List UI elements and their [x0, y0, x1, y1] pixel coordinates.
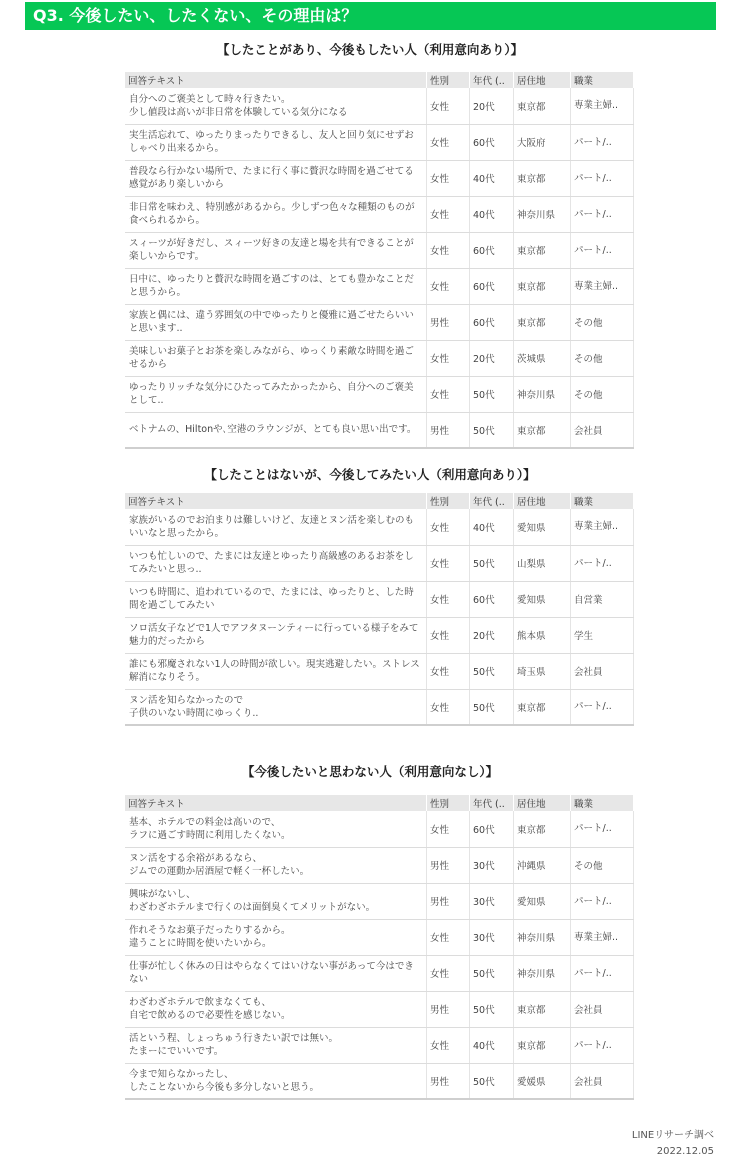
cell-sex: 女性 — [427, 1027, 470, 1063]
cell-area: 東京都 — [514, 232, 571, 268]
cell-area: 東京都 — [514, 268, 571, 304]
cell-area: 東京都 — [514, 160, 571, 196]
cell-text: ヌン活をする余裕があるなら、 ジムでの運動か居酒屋で軽く一杯したい。 — [125, 847, 427, 883]
table-row — [125, 88, 634, 124]
cell-text: 自分へのご褒美として時々行きたい。 少し値段は高いが非日常を体験している気分になる — [125, 88, 427, 124]
cell-job: 専業主婦.. — [571, 919, 634, 955]
cell-age: 60代 — [470, 811, 514, 847]
cell-job: パート/.. — [571, 124, 634, 160]
cell-age: 30代 — [470, 883, 514, 919]
cell-area: 大阪府 — [514, 124, 571, 160]
cell-text: 家族と偶には、違う雰囲気の中でゆったりと優雅に過ごせたらいいと思います.. — [125, 304, 427, 340]
section-title-continue: 【したことがあり、今後もしたい人（利用意向あり）】 — [216, 42, 524, 57]
table-row — [125, 617, 634, 653]
cell-sex: 男性 — [427, 412, 470, 448]
cell-job: 専業主婦.. — [571, 88, 634, 124]
source-note: LINEリサーチ調べ — [631, 1130, 714, 1141]
footer — [632, 1128, 714, 1160]
cell-area: 東京都 — [514, 304, 571, 340]
column-header-age: 年代 (.. — [470, 72, 514, 88]
cell-age: 40代 — [470, 509, 514, 545]
cell-area: 茨城県 — [514, 340, 571, 376]
cell-text: 仕事が忙しく休みの日はやらなくてはいけない事があって今はできない — [125, 955, 427, 991]
cell-job: パート/.. — [571, 689, 634, 725]
cell-job: パート/.. — [571, 955, 634, 991]
cell-area: 神奈川県 — [514, 919, 571, 955]
cell-sex: 女性 — [427, 160, 470, 196]
cell-age: 60代 — [470, 268, 514, 304]
cell-age: 50代 — [470, 1063, 514, 1099]
cell-age: 50代 — [470, 653, 514, 689]
cell-job: その他 — [571, 304, 634, 340]
table-row — [125, 847, 634, 883]
response-table-no-intention — [125, 795, 634, 1100]
cell-text: スィーツが好きだし、スィーツ好きの友達と場を共有できることが楽しいからです。 — [125, 232, 427, 268]
cell-age: 50代 — [470, 545, 514, 581]
table-row — [125, 1063, 634, 1099]
table-row — [125, 412, 634, 448]
cell-area: 埼玉県 — [514, 653, 571, 689]
cell-job: その他 — [571, 847, 634, 883]
cell-age: 20代 — [470, 88, 514, 124]
cell-sex: 男性 — [427, 883, 470, 919]
cell-text: 基本、ホテルでの料金は高いので、 ラフに過ごす時間に利用したくない。 — [125, 811, 427, 847]
column-header-sex: 性別 — [427, 72, 470, 88]
section-title-want-to-try: 【したことはないが、今後してみたい人（利用意向あり）】 — [204, 467, 536, 482]
cell-text: ゆったりリッチな気分にひたってみたかったから、自分へのご褒美として.. — [125, 376, 427, 412]
table-row — [125, 991, 634, 1027]
cell-sex: 男性 — [427, 991, 470, 1027]
cell-sex: 女性 — [427, 653, 470, 689]
cell-sex: 女性 — [427, 88, 470, 124]
cell-area: 沖縄県 — [514, 847, 571, 883]
cell-area: 愛知県 — [514, 883, 571, 919]
cell-job: 専業主婦.. — [571, 509, 634, 545]
cell-age: 60代 — [470, 581, 514, 617]
cell-sex: 女性 — [427, 268, 470, 304]
cell-area: 東京都 — [514, 88, 571, 124]
cell-sex: 女性 — [427, 811, 470, 847]
cell-job: 会社員 — [571, 991, 634, 1027]
cell-age: 20代 — [470, 617, 514, 653]
cell-job: その他 — [571, 340, 634, 376]
column-header-area: 居住地 — [514, 493, 571, 509]
cell-text: ソロ活女子などで1人でアフタヌーンティーに行っている様子をみて魅力的だったから — [125, 617, 427, 653]
cell-area: 神奈川県 — [514, 376, 571, 412]
column-header-job: 職業 — [571, 72, 634, 88]
cell-text: いつも忙しいので、たまには友達とゆったり高級感のあるお茶をしてみたいと思っ.. — [125, 545, 427, 581]
cell-sex: 女性 — [427, 689, 470, 725]
table-row — [125, 811, 634, 847]
cell-age: 50代 — [470, 376, 514, 412]
cell-age: 40代 — [470, 196, 514, 232]
response-table-want-to-try — [125, 493, 634, 726]
cell-text: 誰にも邪魔されない1人の時間が欲しい。現実逃避したい。ストレス解消になりそう。 — [125, 653, 427, 689]
cell-text: 活という程、しょっちゅう行きたい訳では無い。 たまーにでいいです。 — [125, 1027, 427, 1063]
date-note: 2022.12.05 — [656, 1146, 714, 1157]
cell-sex: 男性 — [427, 304, 470, 340]
cell-age: 20代 — [470, 340, 514, 376]
column-header-area: 居住地 — [514, 72, 571, 88]
cell-job: パート/.. — [571, 1027, 634, 1063]
table-row — [125, 545, 634, 581]
table-row — [125, 581, 634, 617]
cell-sex: 女性 — [427, 509, 470, 545]
column-header-job: 職業 — [571, 493, 634, 509]
cell-text: わざわざホテルで飲まなくても、 自宅で飲めるので必要性を感じない。 — [125, 991, 427, 1027]
cell-text: 今まで知らなかったし、 したことないから今後も多分しないと思う。 — [125, 1063, 427, 1099]
table-row — [125, 919, 634, 955]
cell-job: パート/.. — [571, 232, 634, 268]
table-row — [125, 340, 634, 376]
column-header-area: 居住地 — [514, 795, 571, 811]
cell-age: 60代 — [470, 124, 514, 160]
cell-sex: 女性 — [427, 617, 470, 653]
table-row — [125, 268, 634, 304]
cell-age: 50代 — [470, 991, 514, 1027]
cell-sex: 女性 — [427, 124, 470, 160]
cell-job: 会社員 — [571, 1063, 634, 1099]
table-row — [125, 689, 634, 725]
cell-area: 東京都 — [514, 811, 571, 847]
table-row — [125, 160, 634, 196]
response-table-continue — [125, 72, 634, 449]
table-row — [125, 124, 634, 160]
cell-sex: 女性 — [427, 232, 470, 268]
column-header-age: 年代 (.. — [470, 493, 514, 509]
table-row — [125, 232, 634, 268]
cell-text: 日中に、ゆったりと贅沢な時間を過ごすのは、とても豊かなことだと思うから。 — [125, 268, 427, 304]
cell-age: 30代 — [470, 919, 514, 955]
cell-area: 東京都 — [514, 412, 571, 448]
column-header-job: 職業 — [571, 795, 634, 811]
cell-sex: 女性 — [427, 376, 470, 412]
cell-text: 非日常を味わえ、特別感があるから。少しずつ色々な種類のものが食べられるから。 — [125, 196, 427, 232]
cell-age: 40代 — [470, 160, 514, 196]
cell-sex: 女性 — [427, 545, 470, 581]
cell-area: 愛知県 — [514, 509, 571, 545]
cell-age: 50代 — [470, 412, 514, 448]
table-row — [125, 883, 634, 919]
column-header-text: 回答テキスト — [125, 493, 427, 509]
column-header-age: 年代 (.. — [470, 795, 514, 811]
cell-text: 作れそうなお菓子だったりするから。 違うことに時間を使いたいから。 — [125, 919, 427, 955]
cell-area: 熊本県 — [514, 617, 571, 653]
cell-area: 愛媛県 — [514, 1063, 571, 1099]
section-title-no-intention: 【今後したいと思わない人（利用意向なし）】 — [241, 764, 499, 779]
page-title: Q3. 今後したい、したくない、その理由は？ — [25, 2, 716, 30]
cell-area: 東京都 — [514, 1027, 571, 1063]
cell-sex: 女性 — [427, 955, 470, 991]
cell-area: 神奈川県 — [514, 196, 571, 232]
cell-job: 専業主婦.. — [571, 268, 634, 304]
cell-sex: 女性 — [427, 340, 470, 376]
cell-age: 50代 — [470, 955, 514, 991]
table-row — [125, 196, 634, 232]
cell-text: 家族がいるのでお泊まりは難しいけど、友達とヌン活を楽しむのもいいなと思ったから。 — [125, 509, 427, 545]
cell-sex: 女性 — [427, 919, 470, 955]
cell-sex: 男性 — [427, 847, 470, 883]
column-header-text: 回答テキスト — [125, 72, 427, 88]
cell-text: 興味がないし、 わざわざホテルまで行くのは面倒臭くてメリットがない。 — [125, 883, 427, 919]
table-row — [125, 509, 634, 545]
cell-age: 50代 — [470, 689, 514, 725]
cell-job: 学生 — [571, 617, 634, 653]
table-row — [125, 653, 634, 689]
cell-sex: 女性 — [427, 196, 470, 232]
cell-text: ベトナムの、Hiltonや､空港のラウンジが、とても良い思い出です。 — [125, 412, 427, 448]
cell-text: 実生活忘れて、ゆったりまったりできるし、友人と回り気にせずおしゃべり出来るから。 — [125, 124, 427, 160]
cell-age: 60代 — [470, 304, 514, 340]
cell-sex: 女性 — [427, 581, 470, 617]
cell-text: 美味しいお菓子とお茶を楽しみながら、ゆっくり素敵な時間を過ごせるから — [125, 340, 427, 376]
cell-job: パート/.. — [571, 811, 634, 847]
cell-age: 40代 — [470, 1027, 514, 1063]
cell-age: 60代 — [470, 232, 514, 268]
table-row — [125, 1027, 634, 1063]
cell-text: 普段なら行かない場所で、たまに行く事に贅沢な時間を過ごせてる感覚があり楽しいから — [125, 160, 427, 196]
cell-job: パート/.. — [571, 545, 634, 581]
cell-area: 東京都 — [514, 689, 571, 725]
column-header-sex: 性別 — [427, 493, 470, 509]
table-row — [125, 304, 634, 340]
cell-age: 30代 — [470, 847, 514, 883]
cell-job: パート/.. — [571, 883, 634, 919]
cell-job: 自営業 — [571, 581, 634, 617]
cell-job: その他 — [571, 376, 634, 412]
cell-job: 会社員 — [571, 653, 634, 689]
cell-area: 愛知県 — [514, 581, 571, 617]
table-row — [125, 376, 634, 412]
cell-text: ヌン活を知らなかったので 子供のいない時間にゆっくり.. — [125, 689, 427, 725]
cell-job: 会社員 — [571, 412, 634, 448]
cell-job: パート/.. — [571, 196, 634, 232]
cell-area: 神奈川県 — [514, 955, 571, 991]
cell-sex: 男性 — [427, 1063, 470, 1099]
cell-area: 東京都 — [514, 991, 571, 1027]
column-header-text: 回答テキスト — [125, 795, 427, 811]
cell-area: 山梨県 — [514, 545, 571, 581]
table-row — [125, 955, 634, 991]
cell-text: いつも時間に、追われているので、たまには、ゆったりと、した時間を過ごしてみたい — [125, 581, 427, 617]
cell-job: パート/.. — [571, 160, 634, 196]
column-header-sex: 性別 — [427, 795, 470, 811]
